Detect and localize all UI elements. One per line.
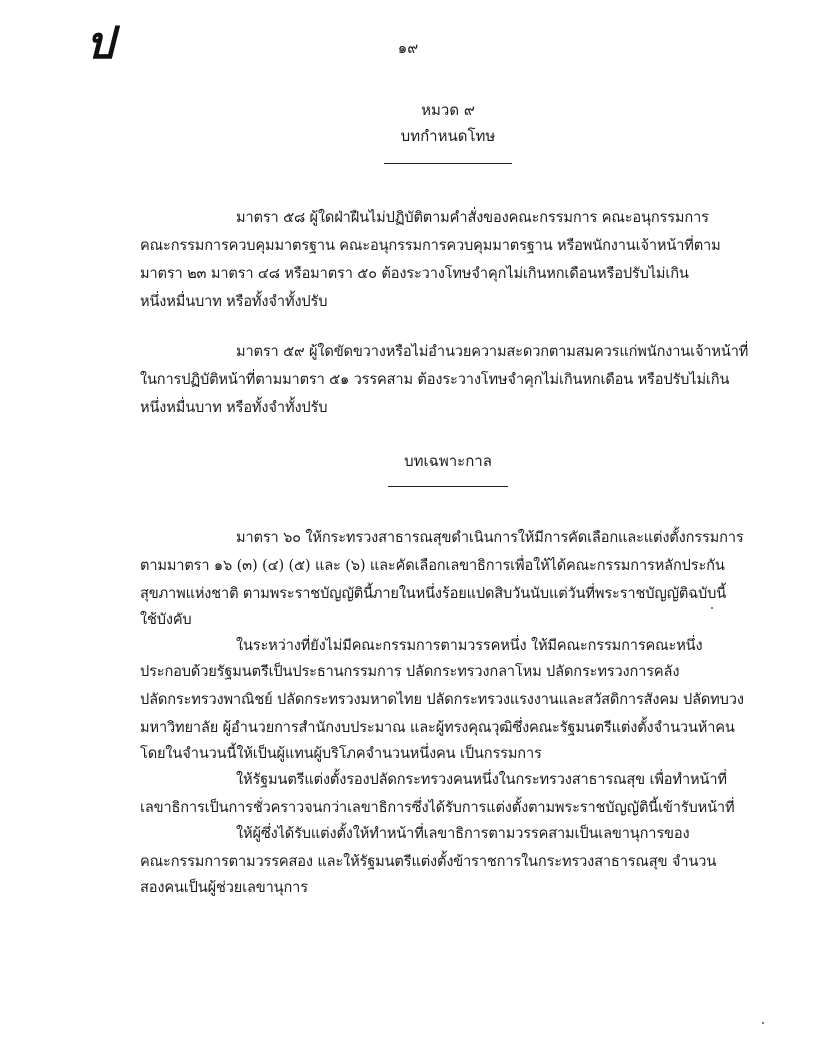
section-59-line-3: หนึ่งหมื่นบาท หรือทั้งจำทั้งปรับ bbox=[140, 399, 328, 416]
section-59-line-1: มาตรา ๕๙ ผู้ใดขัดขวางหรือไม่อำนวยความสะดวกตามสมควรแก่พนักงานเจ้าหน้าที่ bbox=[236, 343, 749, 360]
section-60-line-1: มาตรา ๖๐ ให้กระทรวงสาธารณสุขดำเนินการให้มีการคัดเลือกและแต่งตั้งกรรมการ bbox=[236, 529, 744, 546]
handwritten-corner-mark: ป bbox=[86, 18, 114, 69]
committee-secretary-line-3: สองคนเป็นผู้ช่วยเลขานุการ bbox=[140, 879, 308, 896]
section-58-line-3: มาตรา ๒๓ มาตรา ๔๘ หรือมาตรา ๕๐ ต้องระวางโทษจำคุกไม่เกินหกเดือนหรือปรับไม่เกิน bbox=[140, 265, 689, 282]
interim-line-5: โดยในจำนวนนี้ให้เป็นผู้แทนผู้บริโภคจำนวนหนึ่งคน เป็นกรรมการ bbox=[140, 745, 542, 762]
interim-line-1: ในระหว่างที่ยังไม่มีคณะกรรมการตามวรรคหนึ่ง ให้มีคณะกรรมการคณะหนึ่ง bbox=[236, 637, 703, 654]
interim-line-4: มหาวิทยาลัย ผู้อำนวยการสำนักงบประมาณ และผู้ทรงคุณวุฒิซึ่งคณะรัฐมนตรีแต่งตั้งจำนวนห้าคน bbox=[140, 719, 735, 736]
committee-secretary-line-2: คณะกรรมการตามวรรคสอง และให้รัฐมนตรีแต่งตั้งข้าราชการในกระทรวงสาธารณสุข จำนวน bbox=[140, 853, 717, 870]
section-60-line-2: ตามมาตรา ๑๖ (๓) (๔) (๕) และ (๖) และคัดเลือกเลขาธิการเพื่อให้ได้คณะกรรมการหลักประกัน bbox=[140, 557, 725, 574]
transitional-title-underline bbox=[388, 486, 508, 487]
chapter-number: หมวด ๙ bbox=[421, 101, 475, 119]
committee-secretary-line-1: ให้ผู้ซึ่งได้รับแต่งตั้งให้ทำหน้าที่เลขาธิการตามวรรคสามเป็นเลขานุการของ bbox=[236, 825, 690, 842]
section-58-line-4: หนึ่งหมื่นบาท หรือทั้งจำทั้งปรับ bbox=[140, 293, 328, 310]
acting-secretary-line-2: เลขาธิการเป็นการชั่วคราวจนกว่าเลขาธิการซึ่งได้รับการแต่งตั้งตามพระราชบัญญัตินี้เข้ารับหน้าที่ bbox=[140, 799, 735, 816]
transitional-provisions-title: บทเฉพาะกาล bbox=[404, 452, 492, 470]
section-60-line-4: ใช้บังคับ bbox=[140, 611, 192, 628]
scan-speck-bottom bbox=[762, 1022, 764, 1024]
scan-speck bbox=[711, 607, 713, 609]
section-59-line-2: ในการปฏิบัติหน้าที่ตามมาตรา ๕๑ วรรคสาม ต้องระวางโทษจำคุกไม่เกินหกเดือน หรือปรับไม่เกิน bbox=[140, 371, 730, 388]
chapter-title-underline bbox=[384, 163, 512, 164]
section-58-line-1: มาตรา ๕๘ ผู้ใดฝ่าฝืนไม่ปฏิบัติตามคำสั่งของคณะกรรมการ คณะอนุกรรมการ bbox=[236, 209, 709, 226]
section-60-line-3: สุขภาพแห่งชาติ ตามพระราชบัญญัตินี้ภายในหนึ่งร้อยแปดสิบวันนับแต่วันที่พระราชบัญญัติฉบับนี้ bbox=[140, 585, 727, 602]
chapter-title: บทกำหนดโทษ bbox=[400, 127, 496, 145]
acting-secretary-line-1: ให้รัฐมนตรีแต่งตั้งรองปลัดกระทรวงคนหนึ่งในกระทรวงสาธารณสุข เพื่อทำหน้าที่ bbox=[236, 771, 727, 788]
interim-line-2: ประกอบด้วยรัฐมนตรีเป็นประธานกรรมการ ปลัดกระทรวงกลาโหม ปลัดกระทรวงการคลัง bbox=[140, 663, 680, 680]
section-58-line-2: คณะกรรมการควบคุมมาตรฐาน คณะอนุกรรมการควบคุมมาตรฐาน หรือพนักงานเจ้าหน้าที่ตาม bbox=[140, 237, 721, 254]
interim-line-3: ปลัดกระทรวงพาณิชย์ ปลัดกระทรวงมหาดไทย ปลัดกระทรวงแรงงานและสวัสดิการสังคม ปลัดทบวง bbox=[140, 691, 744, 708]
page-number: ๑๙ bbox=[397, 39, 419, 57]
